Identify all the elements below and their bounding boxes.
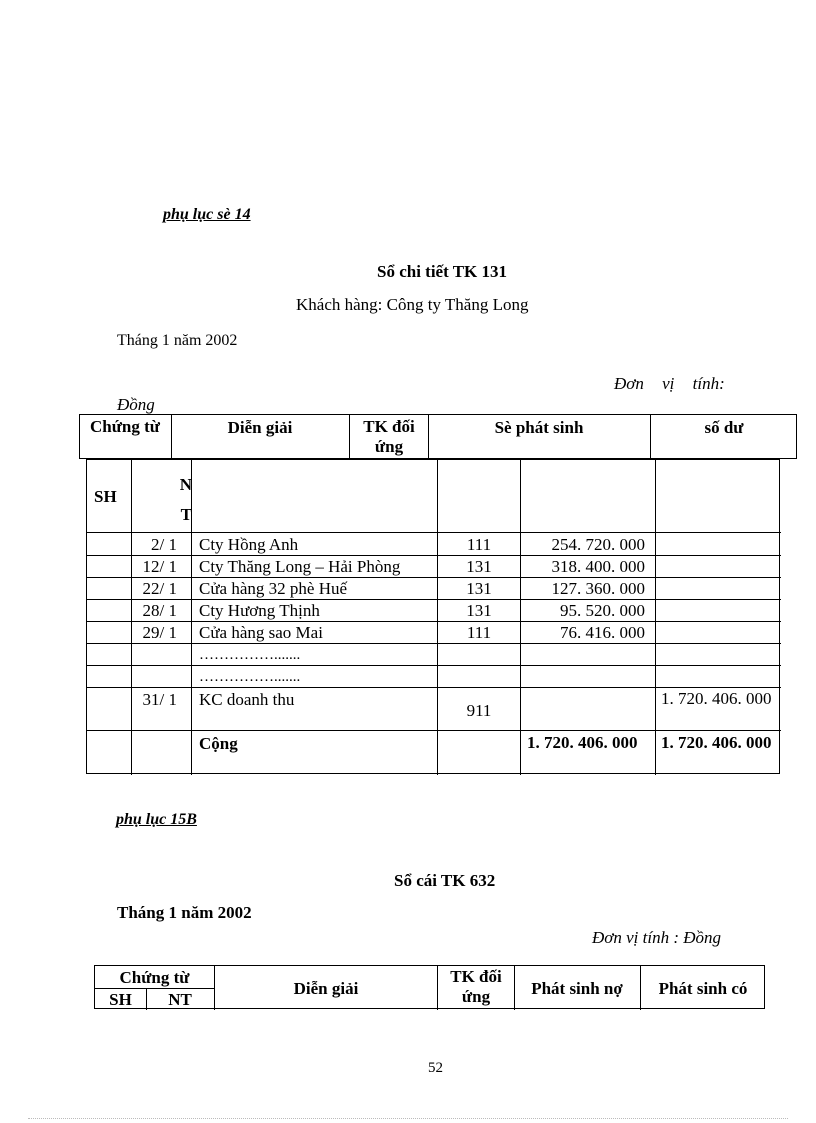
row-description: Cửa hàng sao Mai: [199, 623, 323, 642]
row-account: 131: [466, 579, 492, 598]
appendix-label-14: phụ lục sè 14: [163, 206, 251, 223]
footer-divider: [28, 1118, 788, 1119]
row-date: 12/ 1: [142, 557, 177, 576]
header-balance: số dư: [704, 418, 744, 437]
page-number: 52: [428, 1060, 443, 1076]
unit-label-2: Đơn vị tính : Đồng: [592, 928, 722, 947]
row-date: 2/ 1: [151, 535, 177, 554]
total-amount: 1. 720. 406. 000: [527, 733, 638, 752]
row-description: Cty Thăng Long – Hải Phòng: [199, 557, 401, 576]
subheader-nt: N T: [179, 475, 192, 524]
ledger-title-632: Sổ cái TK 632: [394, 871, 496, 890]
row-date: 22/ 1: [142, 579, 177, 598]
row-description: KC doanh thu: [199, 690, 295, 709]
total-label: Cộng: [199, 734, 238, 753]
t2-header-contra-account: TK đối ứng: [450, 967, 502, 1006]
appendix-label-15b: phụ lục 15B: [116, 811, 197, 828]
row-account: 111: [466, 535, 492, 554]
row-amount: 76. 416. 000: [560, 623, 645, 642]
t2-header-nt: NT: [168, 990, 192, 1009]
header-arising: Sè phát sinh: [494, 418, 584, 437]
row-date: 28/ 1: [142, 601, 177, 620]
row-balance: 1. 720. 406. 000: [661, 689, 772, 708]
row-amount: 318. 400. 000: [551, 557, 645, 576]
unit-label-b: Đồng: [117, 395, 155, 414]
t2-header-sh: SH: [109, 990, 132, 1009]
customer-line: Khách hàng: Công ty Thăng Long: [296, 295, 529, 314]
t2-header-description: Diễn giải: [293, 979, 359, 998]
ledger-title-131: Sổ chi tiết TK 131: [377, 262, 508, 281]
row-date: 31/ 1: [142, 690, 177, 709]
row-account: 911: [466, 701, 492, 720]
t2-header-debit: Phát sinh nợ: [531, 979, 623, 998]
row-description: Cửa hàng 32 phè Huế: [199, 579, 348, 598]
row-account: 131: [466, 601, 492, 620]
row-account: 131: [466, 557, 492, 576]
row-description: Cty Hồng Anh: [199, 535, 299, 554]
row-description: Cty Hương Thịnh: [199, 601, 320, 620]
period-2: Tháng 1 năm 2002: [117, 903, 252, 922]
row-amount: 254. 720. 000: [551, 535, 645, 554]
row-date: 29/ 1: [142, 623, 177, 642]
row-placeholder-dots: …………….......: [199, 669, 301, 685]
period-1: Tháng 1 năm 2002: [117, 332, 238, 349]
header-voucher: Chứng từ: [89, 417, 160, 436]
subheader-sh: SH: [94, 487, 117, 506]
row-account: 111: [466, 623, 492, 642]
row-amount: 127. 360. 000: [551, 579, 645, 598]
unit-label-a: Đơn vị tính:: [614, 374, 725, 393]
t2-header-credit: Phát sinh có: [658, 979, 748, 998]
row-placeholder-dots: …………….......: [199, 647, 301, 663]
row-amount: 95. 520. 000: [560, 601, 645, 620]
header-contra-account: TK đối ứng: [363, 417, 415, 456]
t2-header-voucher: Chứng từ: [119, 968, 190, 987]
header-description: Diễn giải: [227, 418, 293, 437]
total-balance: 1. 720. 406. 000: [661, 733, 772, 752]
